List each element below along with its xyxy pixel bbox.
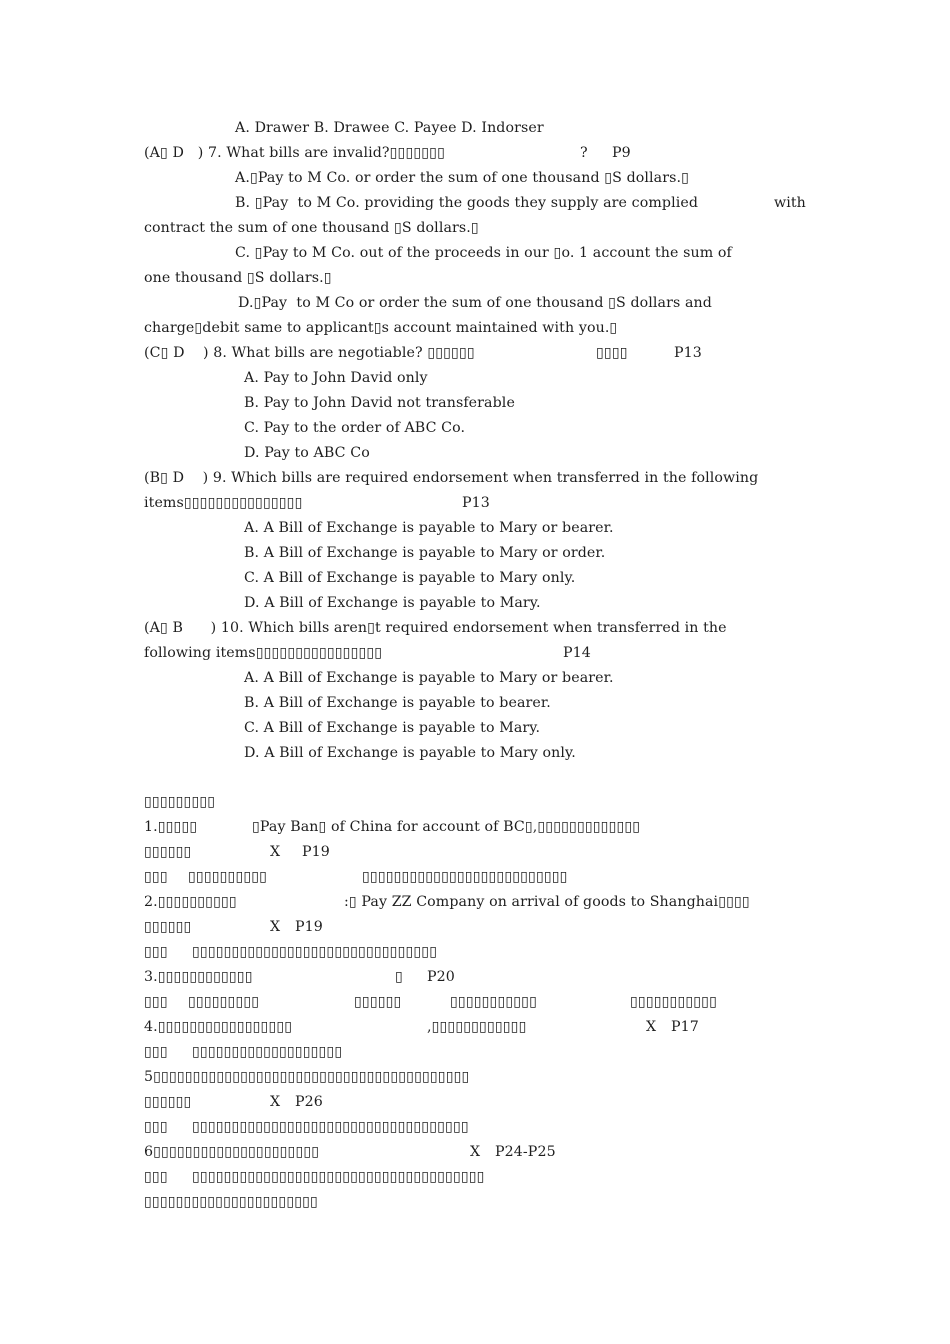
line-q10-option-d [0,742,576,764]
line-q7-question [0,142,631,164]
q10-option-a: A. A Bill of Exchange is payable to Mary or bearer. [244,670,614,686]
section-heading: ▯▯▯▯▯▯▯▯▯ [144,794,216,810]
line-q7-option-d-cont [0,317,618,339]
q8-option-b: B. Pay to John David not transferable [244,395,515,411]
q10-option-d: D. A Bill of Exchange is payable to Mary only. [244,745,576,761]
tf3-page-ref: P20 [427,969,455,985]
line-q10-option-b [0,692,551,714]
q10-option-b: B. A Bill of Exchange is payable to bearer. [244,695,551,711]
line-tf4-question [0,1016,699,1038]
q9-option-c: C. A Bill of Exchange is payable to Mary only. [244,570,576,586]
tf1-page-ref: P19 [302,844,330,860]
tf2-answer-mark: X [270,919,281,935]
tf6-reason-text: ▯▯▯▯▯▯▯▯▯▯▯▯▯▯▯▯▯▯▯▯▯▯▯▯▯▯▯▯▯▯▯▯▯▯▯▯▯ [192,1169,485,1185]
line-q7-option-a [0,167,690,189]
line-q9-option-c [0,567,576,589]
tf2-reason-text: ▯▯▯▯▯▯▯▯▯▯▯▯▯▯▯▯▯▯▯▯▯▯▯▯▯▯▯▯▯▯▯ [192,944,438,960]
q7-option-d: D.▯Pay to M Co or order the sum of one thousand ▯S dollars and [238,295,712,311]
tf6-page-ref: P24-P25 [495,1144,556,1160]
tf1-answer-label: ▯▯▯▯▯▯ [144,844,192,860]
q7-question-text: (A▯ D ) 7. What bills are invalid?▯▯▯▯▯▯▯ [144,145,445,161]
tf4-question-text: 4.▯▯▯▯▯▯▯▯▯▯▯▯▯▯▯▯▯ [144,1019,293,1035]
line-q9-question [0,467,759,489]
q7-option-b-end: with [774,195,806,211]
tf4-answer-mark: X [646,1019,657,1035]
tf2-question-text: :▯ Pay ZZ Company on arrival of goods to Shanghai▯▯▯▯ [344,894,750,910]
line-tf1-reason [0,866,568,888]
q9-question-text: (B▯ D ) 9. Which bills are required endorsement when transferred in the following [144,470,759,486]
tf4-reason-label: ▯▯▯ [144,1044,168,1060]
line-tf5-answer [0,1091,323,1113]
tf2-number: 2.▯▯▯▯▯▯▯▯▯▯ [144,894,237,910]
q7-page-ref: P9 [612,145,631,161]
line-q10-option-a [0,667,614,689]
q8-option-c: C. Pay to the order of ABC Co. [244,420,466,436]
tf3-reason-part-3: ▯▯▯▯▯▯▯▯▯▯▯ [450,994,537,1010]
tf5-answer-label: ▯▯▯▯▯▯ [144,1094,192,1110]
line-tf3-reason [0,991,717,1013]
q7-option-a: A.▯Pay to M Co. or order the sum of one thousand ▯S dollars.▯ [235,170,690,186]
tf1-answer-mark: X [270,844,281,860]
q10-question-cont: following items▯▯▯▯▯▯▯▯▯▯▯▯▯▯▯▯ [144,645,383,661]
tf3-reason-part-2: ▯▯▯▯▯▯ [354,994,402,1010]
q7-option-b: B. ▯Pay to M Co. providing the goods they supply are complied [235,195,699,211]
tf1-reason-text-cont: ▯▯▯▯▯▯▯▯▯▯▯▯▯▯▯▯▯▯▯▯▯▯▯▯▯▯ [362,869,568,885]
line-tf6-reason [0,1166,485,1188]
tf2-reason-label: ▯▯▯ [144,944,168,960]
line-q8-option-c [0,417,466,439]
q7-question-mark: ? [580,145,588,161]
tf5-page-ref: P26 [295,1094,323,1110]
tf5-reason-text: ▯▯▯▯▯▯▯▯▯▯▯▯▯▯▯▯▯▯▯▯▯▯▯▯▯▯▯▯▯▯▯▯▯▯▯ [192,1119,469,1135]
tf3-reason-part-1: ▯▯▯▯▯▯▯▯▯ [188,994,260,1010]
tf2-answer-label: ▯▯▯▯▯▯ [144,919,192,935]
line-tf5-reason [0,1116,469,1138]
line-tf2-answer [0,916,323,938]
line-tf6-question [0,1141,556,1163]
line-section-heading [0,791,216,813]
tf1-reason-text: ▯▯▯▯▯▯▯▯▯▯ [188,869,268,885]
q9-option-b: B. A Bill of Exchange is payable to Mary or order. [244,545,606,561]
line-tf1-answer [0,841,330,863]
line-tf5-question [0,1066,470,1088]
q10-option-c: C. A Bill of Exchange is payable to Mary. [244,720,541,736]
line-tf4-reason [0,1041,343,1063]
line-q10-question-cont [0,642,591,664]
q8-option-a: A. Pay to John David only [244,370,428,386]
tf6-reason-label: ▯▯▯ [144,1169,168,1185]
q9-page-ref: P13 [462,495,490,511]
tf6-question-text: 6▯▯▯▯▯▯▯▯▯▯▯▯▯▯▯▯▯▯▯▯▯ [144,1144,320,1160]
tf1-reason-label: ▯▯▯ [144,869,168,885]
q8-page-ref: P13 [674,345,702,361]
line-q8-option-b [0,392,515,414]
tf2-page-ref: P19 [295,919,323,935]
tf6-reason-text-cont: ▯▯▯▯▯▯▯▯▯▯▯▯▯▯▯▯▯▯▯▯▯▯ [144,1194,318,1210]
tf5-reason-label: ▯▯▯ [144,1119,168,1135]
tf3-answer-mark: ▯ [395,969,403,985]
tf1-question-text: ▯Pay Ban▯ of China for account of BC▯,▯▯▯▯▯▯▯▯▯▯▯▯▯ [252,819,641,835]
line-q9-option-d [0,592,541,614]
line-q7-option-b [0,192,806,214]
tf3-reason-part-4: ▯▯▯▯▯▯▯▯▯▯▯ [630,994,717,1010]
tf5-answer-mark: X [270,1094,281,1110]
line-q10-question [0,617,727,639]
line-tf3-question [0,966,455,988]
line-tf2-reason [0,941,438,963]
line-q8-option-a [0,367,428,389]
q10-page-ref: P14 [563,645,591,661]
line-q7-option-c-cont [0,267,332,289]
line-q9-option-a [0,517,614,539]
line-q8-option-d [0,442,370,464]
q8-option-d: D. Pay to ABC Co [244,445,370,461]
tf3-question-text: 3.▯▯▯▯▯▯▯▯▯▯▯▯ [144,969,253,985]
tf4-question-text-cont: ,▯▯▯▯▯▯▯▯▯▯▯▯ [427,1019,527,1035]
tf4-page-ref: P17 [671,1019,699,1035]
q7-option-b-cont: contract the sum of one thousand ▯S dollars.▯ [144,220,479,236]
q7-option-d-cont: charge▯debit same to applicant▯s account maintained with you.▯ [144,320,618,336]
q8-question-text: (C▯ D ) 8. What bills are negotiable? ▯▯▯▯▯▯ [144,345,475,361]
line-q7-option-c [0,242,732,264]
line-tf1-question [0,816,641,838]
tf5-question-text: 5▯▯▯▯▯▯▯▯▯▯▯▯▯▯▯▯▯▯▯▯▯▯▯▯▯▯▯▯▯▯▯▯▯▯▯▯▯▯▯▯ [144,1069,470,1085]
line-q7-option-d [0,292,712,314]
q9-option-a: A. A Bill of Exchange is payable to Mary or bearer. [244,520,614,536]
line-q9-option-b [0,542,606,564]
line-q9-question-cont [0,492,490,514]
q7-option-c: C. ▯Pay to M Co. out of the proceeds in our ▯o. 1 account the sum of [235,245,732,261]
line-q7-option-b-cont [0,217,479,239]
tf6-answer-mark: X [470,1144,481,1160]
q6-options-text: A. Drawer B. Drawee C. Payee D. Indorser [235,120,544,136]
tf1-number: 1.▯▯▯▯▯ [144,819,198,835]
line-q6-options [0,117,544,139]
q9-question-cont: items▯▯▯▯▯▯▯▯▯▯▯▯▯▯▯ [144,495,303,511]
line-tf6-reason-cont [0,1191,318,1213]
q9-option-d: D. A Bill of Exchange is payable to Mary. [244,595,541,611]
line-q10-option-c [0,717,541,739]
line-tf2-question [0,891,750,913]
tf3-reason-label: ▯▯▯ [144,994,168,1010]
q8-question-cjk: ▯▯▯▯ [596,345,628,361]
tf4-reason-text: ▯▯▯▯▯▯▯▯▯▯▯▯▯▯▯▯▯▯▯ [192,1044,343,1060]
line-q8-question [0,342,702,364]
q7-option-c-cont: one thousand ▯S dollars.▯ [144,270,332,286]
q10-question-text: (A▯ B ) 10. Which bills aren▯t required endorsement when transferred in the [144,620,727,636]
